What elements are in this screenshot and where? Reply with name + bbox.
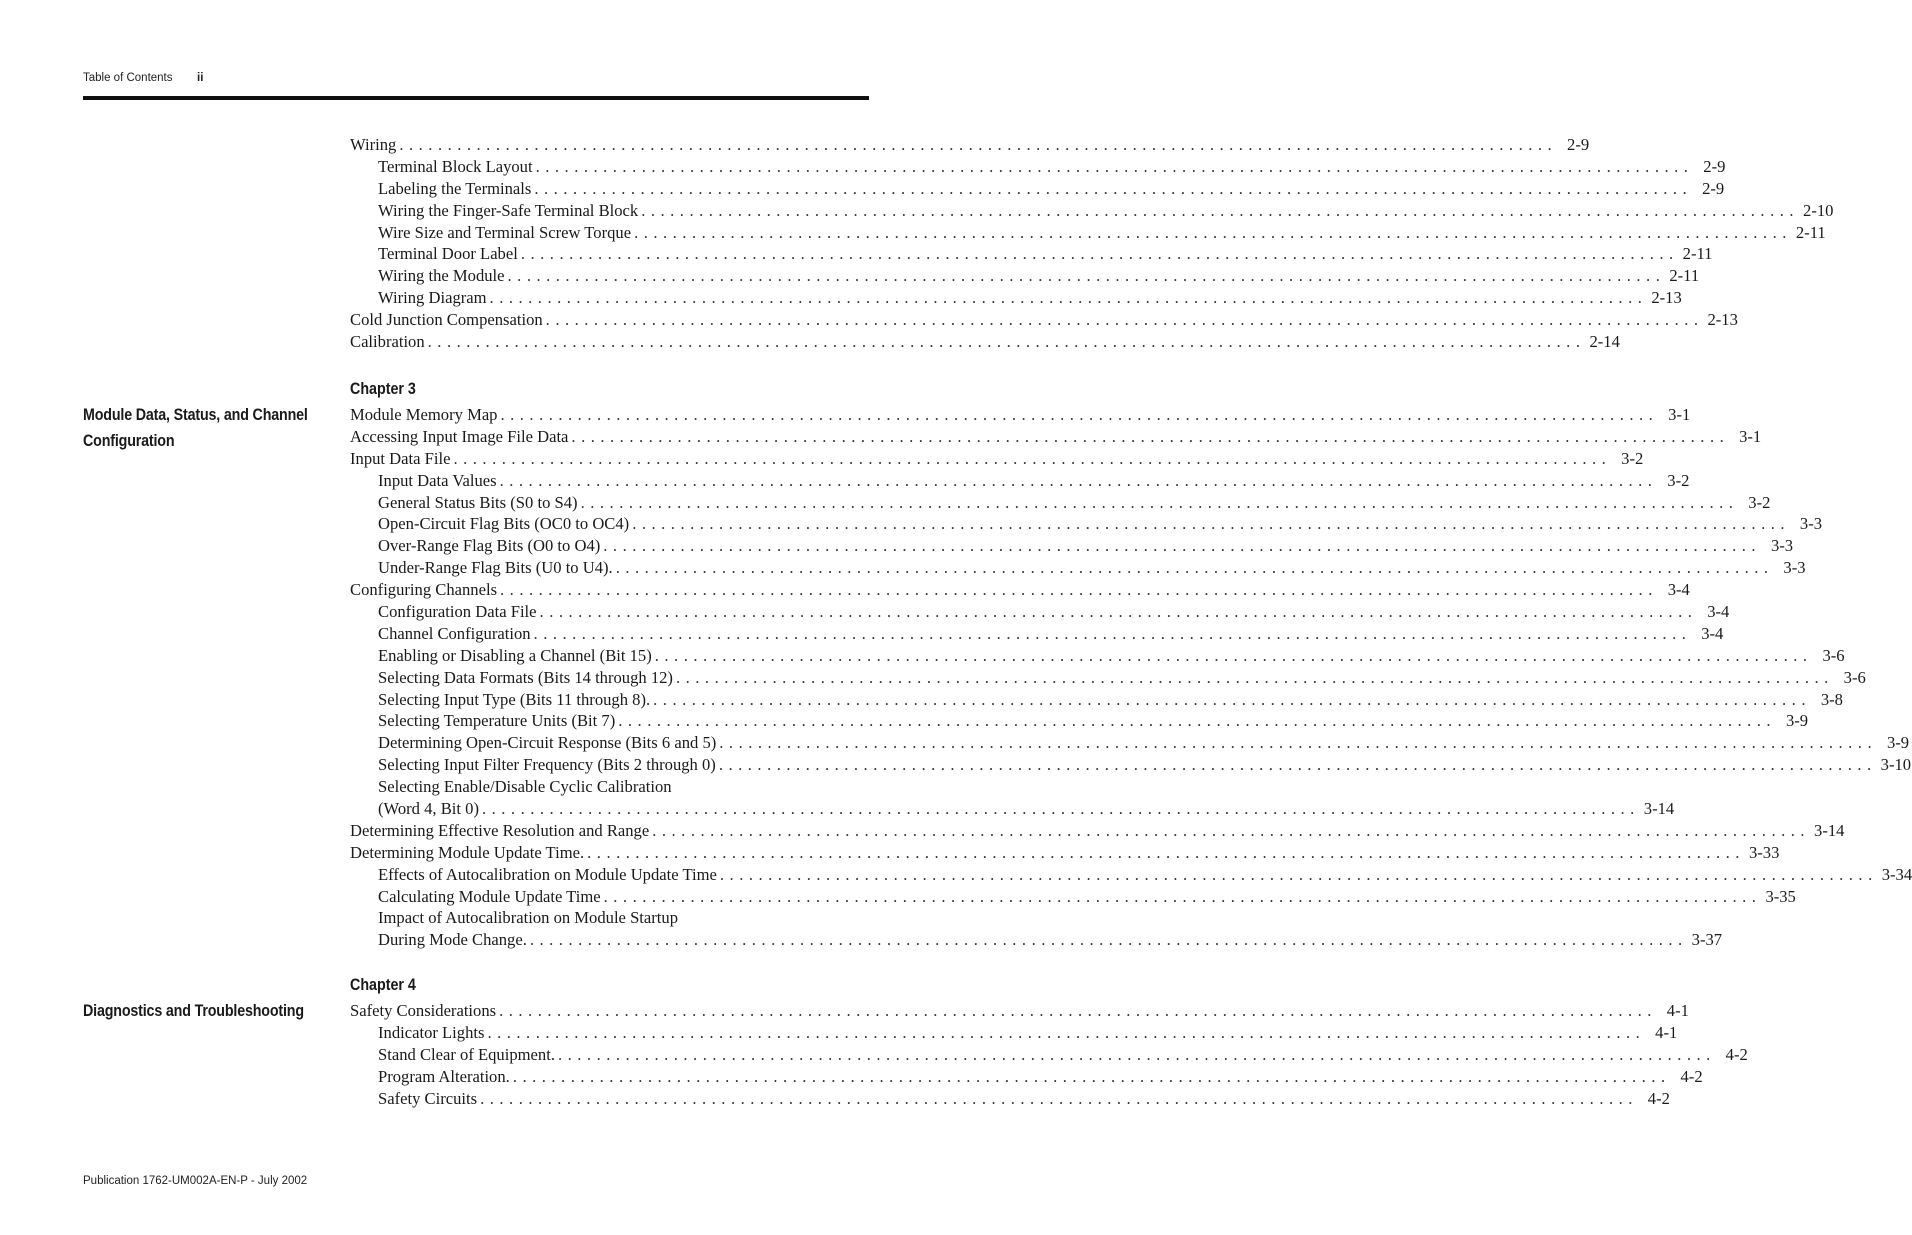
toc-entry[interactable]	[350, 156, 1726, 178]
toc-entry[interactable]	[350, 667, 1866, 689]
toc-entry-title: Wiring the Module	[378, 266, 505, 286]
toc-entry-page: 2-9	[1702, 178, 1725, 198]
toc-entry[interactable]	[350, 798, 1675, 820]
dot-leader: ........................................................................................................................	[603, 886, 1762, 906]
dot-leader: ........................................................................................................................	[520, 244, 1679, 264]
toc-entry-title: Calculating Module Update Time	[378, 886, 601, 906]
section-heading-chapter-3	[83, 402, 308, 454]
toc-entry[interactable]	[350, 178, 1725, 200]
toc-entry-title: Determining Module Update Time.	[350, 842, 585, 862]
toc-entry[interactable]	[350, 864, 1912, 886]
dot-leader: ........................................................................................................................	[719, 733, 1878, 753]
page-number: ii	[197, 72, 204, 84]
dot-leader: ........................................................................................................................	[675, 667, 1834, 687]
toc-entry-title: Selecting Input Filter Frequency (Bits 2 through 0)	[378, 755, 716, 775]
toc-entry-title: Over-Range Flag Bits (O0 to O4)	[378, 536, 601, 556]
toc-entry-page: 3-33	[1748, 842, 1780, 862]
toc-entry-page: 2-11	[1682, 244, 1713, 264]
toc-entry-title: Terminal Block Layout	[378, 156, 533, 176]
toc-entry-title: Cold Junction Compensation	[350, 310, 543, 330]
dot-leader: ........................................................................................................................	[539, 602, 1698, 622]
toc-entry-title: Safety Considerations	[350, 1001, 497, 1020]
toc-entry[interactable]	[350, 448, 1644, 470]
running-head-label: Table of Contents	[83, 72, 173, 84]
dot-leader: ........................................................................................................................	[512, 1066, 1671, 1086]
toc-entry[interactable]	[350, 265, 1700, 287]
dot-leader: ........................................................................................................................	[427, 332, 1586, 352]
toc-entry[interactable]	[350, 309, 1738, 331]
toc-entry-page: 4-2	[1647, 1088, 1670, 1108]
section-heading-line: Module Data, Status, and Channel	[83, 405, 308, 424]
section-heading-line: Diagnostics and Troubleshooting	[83, 1001, 304, 1020]
toc-entry[interactable]	[350, 1088, 1670, 1110]
toc-entry[interactable]	[350, 470, 1690, 492]
dot-leader: ........................................................................................................................	[480, 1088, 1638, 1108]
toc-entry-title: Selecting Input Type (Bits 11 through 8).	[378, 689, 651, 709]
toc-entry-title: During Mode Change.	[378, 930, 527, 950]
toc-entry-page: 2-10	[1803, 200, 1834, 220]
toc-entry-title: Impact of Autocalibration on Module Startup	[378, 908, 679, 928]
toc-entry-page: 4-2	[1680, 1066, 1703, 1086]
toc-entry[interactable]	[350, 1000, 1689, 1022]
dot-leader: ........................................................................................................................	[654, 645, 1813, 665]
chapter-label-3: Chapter 3	[350, 379, 416, 398]
dot-leader: ........................................................................................................................	[652, 820, 1811, 840]
toc-entry-page: 3-14	[1643, 799, 1675, 819]
toc-block-chapter-2-continued	[350, 134, 1834, 353]
toc-entry-page: 3-8	[1820, 689, 1843, 709]
toc-entry-title: Input Data File	[350, 448, 451, 468]
toc-entry[interactable]	[350, 513, 1823, 535]
toc-entry-page: 3-4	[1701, 623, 1724, 643]
dot-leader: ........................................................................................................................	[618, 711, 1777, 731]
toc-entry[interactable]	[350, 492, 1771, 514]
toc-entry-page: 3-6	[1822, 645, 1845, 665]
toc-entry-page: 3-35	[1765, 886, 1796, 906]
toc-entry[interactable]	[350, 601, 1730, 623]
toc-entry-page: 3-3	[1783, 558, 1806, 578]
toc-entry-page: 3-2	[1621, 448, 1644, 468]
dot-leader: ........................................................................................................................	[615, 558, 1774, 578]
toc-entry-title: Channel Configuration	[378, 623, 531, 643]
toc-entry-page: 2-13	[1707, 310, 1738, 330]
dot-leader: ........................................................................................................................	[500, 405, 1659, 424]
toc-entry-title: Selecting Data Formats (Bits 14 through 12)	[378, 667, 673, 687]
toc-entry-page: 3-9	[1886, 733, 1910, 753]
toc-entry[interactable]	[350, 710, 1809, 732]
toc-entry[interactable]	[350, 243, 1713, 265]
running-head	[83, 72, 204, 84]
toc-entry[interactable]	[350, 404, 1691, 426]
section-heading-line: Configuration	[83, 431, 175, 450]
header-rule	[83, 96, 869, 100]
toc-entry-title: Open-Circuit Flag Bits (OC0 to OC4)	[378, 514, 630, 534]
toc-entry-page: 4-1	[1666, 1001, 1689, 1020]
toc-entry-page: 2-9	[1703, 156, 1726, 176]
toc-entry-page: 3-4	[1667, 580, 1690, 600]
toc-entry-title: Safety Circuits	[378, 1088, 478, 1108]
toc-entry-title: Terminal Door Label	[378, 244, 518, 264]
dot-leader: ........................................................................................................................	[632, 514, 1791, 534]
dot-leader: ........................................................................................................................	[487, 1022, 1646, 1042]
toc-entry-title: Configuration Data File	[378, 602, 537, 622]
toc-entry-title: Stand Clear of Equipment.	[378, 1044, 555, 1064]
toc-entry[interactable]	[350, 134, 1590, 156]
dot-leader: ........................................................................................................................	[634, 222, 1792, 242]
toc-entry-title: Calibration	[350, 332, 425, 352]
dot-leader: ........................................................................................................................	[580, 492, 1739, 512]
toc-entry-page: 3-6	[1843, 667, 1866, 687]
toc-entry[interactable]	[350, 331, 1620, 353]
toc-entry-page: 3-34	[1881, 864, 1912, 884]
toc-entry-title: Labeling the Terminals	[378, 178, 532, 198]
dot-leader: ........................................................................................................................	[533, 623, 1692, 643]
toc-entry-page: 3-2	[1748, 492, 1771, 512]
toc-entry[interactable]	[350, 732, 1910, 754]
dot-leader: ........................................................................................................................	[587, 842, 1745, 862]
toc-entry[interactable]	[350, 689, 1843, 711]
dot-leader: ........................................................................................................................	[489, 288, 1648, 308]
dot-leader: ........................................................................................................................	[499, 470, 1658, 490]
dot-leader: ........................................................................................................................	[653, 689, 1811, 709]
toc-entry-title: Input Data Values	[378, 470, 497, 490]
toc-entry[interactable]	[350, 1044, 1748, 1066]
dot-leader: ........................................................................................................................	[603, 536, 1762, 556]
toc-block-chapter-4	[350, 1000, 1748, 1109]
publication-footer: Publication 1762-UM002A-EN-P - July 2002	[83, 1175, 308, 1187]
toc-entry-page: 3-10	[1880, 755, 1912, 775]
dot-leader: ........................................................................................................................	[529, 930, 1688, 950]
toc-entry[interactable]	[350, 1066, 1703, 1088]
toc-block-chapter-3	[350, 404, 1912, 951]
toc-entry-title: Wiring the Finger-Safe Terminal Block	[378, 200, 639, 220]
toc-entry-title: Wire Size and Terminal Screw Torque	[378, 222, 632, 242]
toc-entry-page: 2-11	[1669, 266, 1700, 286]
toc-entry-title: Indicator Lights	[378, 1022, 485, 1042]
toc-entry-title: Selecting Enable/Disable Cyclic Calibration	[378, 777, 672, 797]
toc-entry-title: Selecting Temperature Units (Bit 7)	[378, 711, 616, 731]
toc-entry[interactable]	[350, 776, 869, 798]
toc-entry-title: Determining Effective Resolution and Range	[350, 820, 650, 840]
toc-entry[interactable]	[350, 557, 1806, 579]
toc-entry[interactable]	[350, 1022, 1678, 1044]
toc-entry-title: Effects of Autocalibration on Module Update Time	[378, 864, 717, 884]
toc-entry[interactable]	[350, 754, 1912, 776]
toc-entry-page: 3-2	[1667, 470, 1690, 490]
dot-leader: ........................................................................................................................	[453, 448, 1612, 468]
toc-entry[interactable]	[350, 886, 1796, 908]
toc-entry-page: 3-4	[1707, 602, 1730, 622]
toc-entry[interactable]	[350, 535, 1794, 557]
section-heading-chapter-4	[83, 998, 303, 1024]
dot-leader: ........................................................................................................................	[718, 755, 1877, 775]
dot-leader: ........................................................................................................................	[535, 156, 1694, 176]
toc-entry-title: Determining Open-Circuit Response (Bits 6 and 5)	[378, 733, 717, 753]
toc-entry-title: Program Alteration.	[378, 1066, 510, 1086]
toc-entry[interactable]	[350, 820, 1845, 842]
toc-entry[interactable]	[350, 623, 1724, 645]
toc-entry[interactable]	[350, 426, 1762, 448]
toc-entry[interactable]	[350, 222, 1826, 244]
toc-entry-page: 2-13	[1651, 288, 1682, 308]
toc-entry-page: 3-1	[1668, 405, 1691, 424]
toc-entry-title: Under-Range Flag Bits (U0 to U4).	[378, 558, 613, 578]
dot-leader: ........................................................................................................................	[399, 135, 1558, 154]
toc-entry-title: Module Memory Map	[350, 405, 498, 424]
dot-leader: ........................................................................................................................	[534, 178, 1693, 198]
toc-entry-page: 4-2	[1725, 1044, 1748, 1064]
chapter-label-4: Chapter 4	[350, 975, 416, 994]
toc-entry-page: 2-11	[1795, 222, 1826, 242]
toc-entry-page: 3-37	[1691, 930, 1723, 950]
toc-entry[interactable]	[350, 842, 1780, 864]
toc-entry[interactable]	[350, 645, 1845, 667]
toc-entry-page: 3-14	[1814, 820, 1845, 840]
toc-entry-page: 4-1	[1655, 1022, 1678, 1042]
toc-entry-title: Wiring Diagram	[378, 288, 487, 308]
dot-leader: ........................................................................................................................	[500, 580, 1658, 600]
toc-entry-page: 3-1	[1739, 426, 1762, 446]
toc-entry[interactable]	[350, 579, 1690, 601]
dot-leader: ........................................................................................................................	[641, 200, 1800, 220]
dot-leader: ........................................................................................................................	[571, 426, 1730, 446]
toc-entry-page: 3-9	[1785, 711, 1809, 731]
toc-entry-page: 2-14	[1589, 332, 1620, 352]
dot-leader: ........................................................................................................................	[719, 864, 1878, 884]
toc-entry-title: Configuring Channels	[350, 580, 498, 600]
toc-entry-title: Wiring	[350, 135, 397, 154]
dot-leader: ........................................................................................................................	[499, 1001, 1657, 1020]
toc-entry-page: 3-3	[1799, 514, 1823, 534]
dot-leader: ........................................................................................................................	[481, 799, 1640, 819]
dot-leader: ........................................................................................................................	[545, 310, 1704, 330]
toc-entry-page: 3-3	[1770, 536, 1794, 556]
toc-entry[interactable]	[350, 907, 869, 929]
dot-leader: ........................................................................................................................	[557, 1044, 1716, 1064]
toc-entry-title: Enabling or Disabling a Channel (Bit 15)	[378, 645, 652, 665]
toc-entry[interactable]	[350, 200, 1834, 222]
toc-entry-title: (Word 4, Bit 0)	[378, 799, 479, 819]
toc-entry-page: 2-9	[1567, 135, 1590, 154]
toc-entry-title: General Status Bits (S0 to S4)	[378, 492, 578, 512]
toc-entry-title: Accessing Input Image File Data	[350, 426, 569, 446]
dot-leader: ........................................................................................................................	[507, 266, 1666, 286]
toc-entry[interactable]	[350, 287, 1682, 309]
toc-entry[interactable]	[350, 929, 1723, 951]
